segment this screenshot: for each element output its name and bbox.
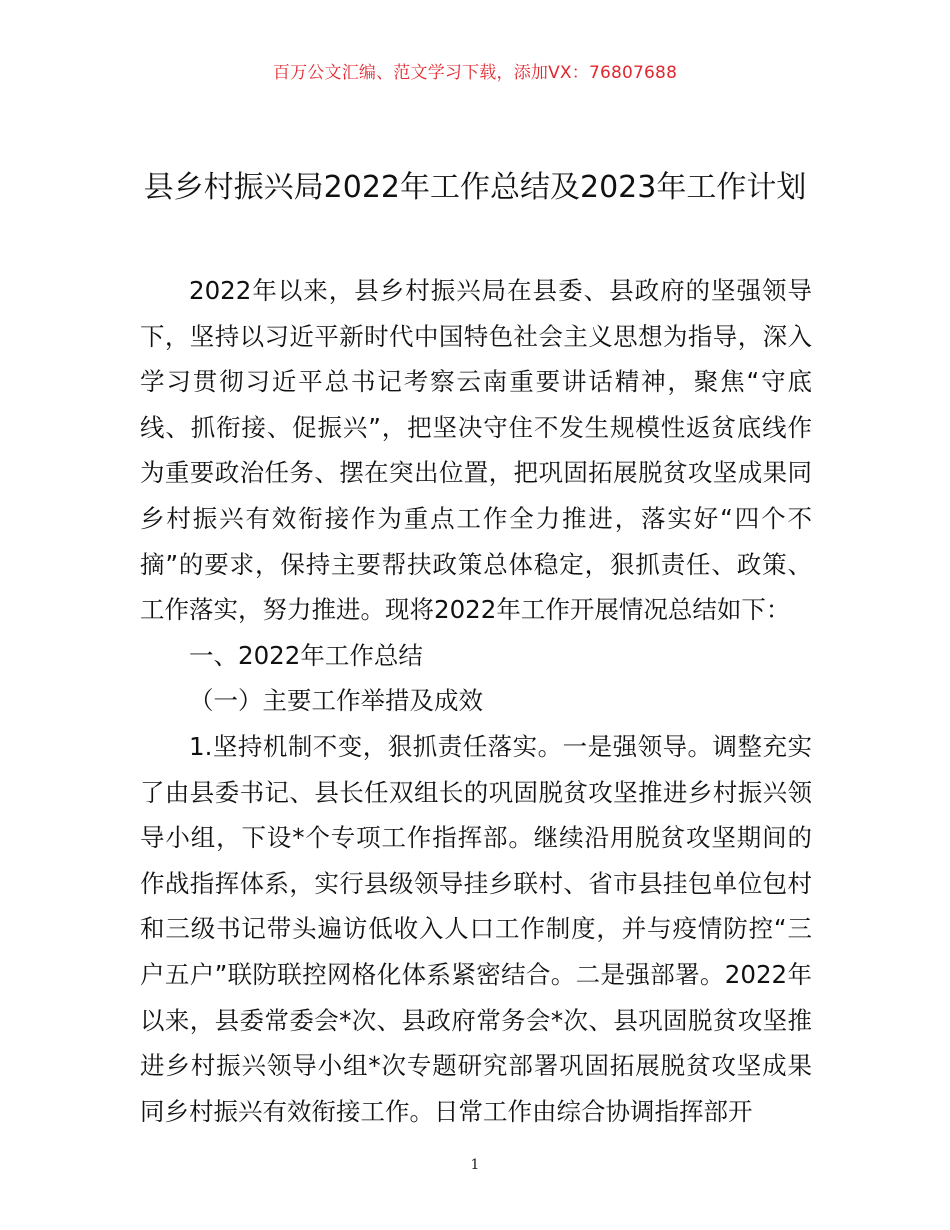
document-title: 县乡村振兴局2022年工作总结及2023年工作计划 xyxy=(143,170,807,205)
document-body xyxy=(140,268,812,1134)
item-paragraph: 1.坚持机制不变，狠抓责任落实。一是强领导。调整充实了由县委书记、县长任双组长的巩固脱贫攻坚推进乡村振兴领导小组，下设*个专项工作指挥部。继续沿用脱贫攻坚期间的作战指挥体系，实行县级领导挂乡联村、省市县挂包单位包村和三级书记带头遍访低收入人口工作制度，并与疫情防控“三户五户”联防联控网格化体系紧密结合。二是强部署。2022年以来，县委常委会*次、县政府常务会*次、县巩固脱贫攻坚推进乡村振兴领导小组*次专题研究部署巩固拓展脱贫攻坚成果同乡村振兴有效衔接工作。日常工作由综合协调指挥部开 xyxy=(140,731,812,1126)
watermark-banner: 百万公文汇编、范文学习下载，添加VX：76807688 xyxy=(272,63,678,83)
intro-paragraph: 2022年以来，县乡村振兴局在县委、县政府的坚强领导下，坚持以习近平新时代中国特色社会主义思想为指导，深入学习贯彻习近平总书记考察云南重要讲话精神，聚焦“守底线、抓衔接、促振兴”，把坚决守住不发生规模性返贫底线作为重要政治任务、摆在突出位置，把巩固拓展脱贫攻坚成果同乡村振兴有效衔接作为重点工作全力推进，落实好“四个不摘”的要求，保持主要帮扶政策总体稳定，狠抓责任、政策、工作落实，努力推进。现将2022年工作开展情况总结如下： xyxy=(140,276,812,625)
page-number: 1 xyxy=(470,1157,480,1173)
subsection-heading: （一）主要工作举措及成效 xyxy=(189,686,483,716)
section-heading: 一、2022年工作总结 xyxy=(189,640,423,670)
